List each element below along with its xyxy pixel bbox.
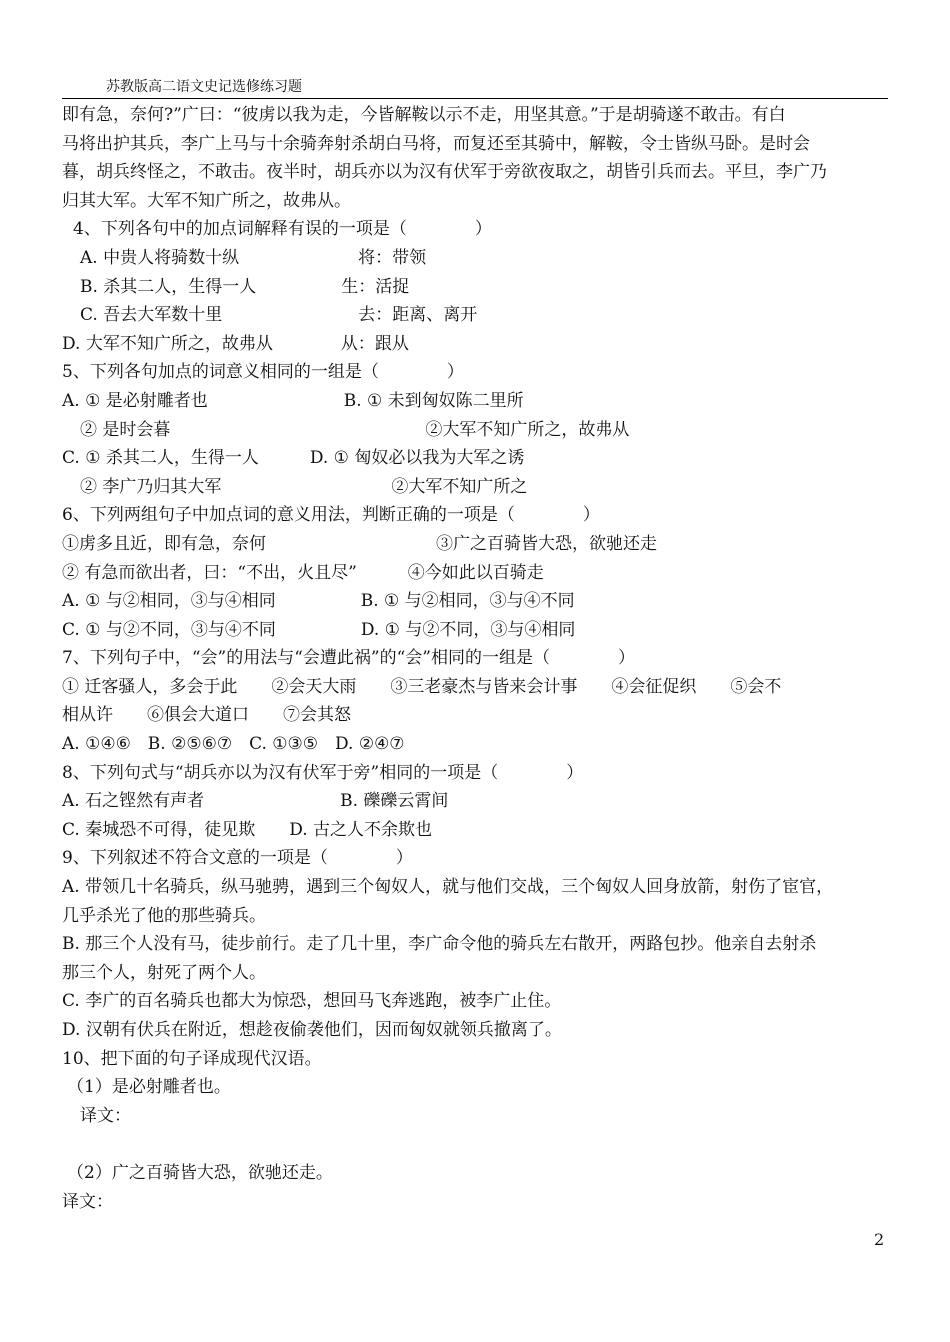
question-9-stem: 9、下列叙述不符合文意的一项是（ ） bbox=[62, 848, 413, 869]
passage-line: 即有急，奈何?”广曰：“彼虏以我为走，今皆解鞍以示不走，用坚其意。”于是胡骑遂不敢击。有白 bbox=[62, 105, 786, 125]
document-body bbox=[62, 101, 892, 1216]
question-9-option-a-cont: 几乎杀光了他的那些骑兵。 bbox=[62, 905, 266, 926]
question-8-options: C. 秦城恐不可得，徒见欺 D. 古之人不余欺也 bbox=[62, 819, 433, 840]
passage-line: 暮，胡兵终怪之，不敢击。夜半时，胡兵亦以为汉有伏军于旁欲夜取之，胡皆引兵而去。平旦，李广乃 bbox=[62, 162, 827, 183]
page-header bbox=[62, 78, 888, 99]
question-4-option-a: A. 中贵人将骑数十纵 将：带领 bbox=[80, 247, 427, 268]
question-5-options-line: ② 李广乃归其大军 ②大军不知广所之 bbox=[80, 476, 528, 497]
question-8-options: A. 石之铿然有声者 B. 礫礫云霄间 bbox=[62, 791, 449, 812]
question-9-option-c: C. 李广的百名骑兵也都大为惊恐，想回马飞奔逃跑，被李广止住。 bbox=[62, 991, 562, 1012]
question-7-sentences: ① 迁客骚人，多会于此 ②会天大雨 ③三老豪杰与皆来会计事 ④会征促织 ⑤会不 bbox=[62, 676, 782, 697]
question-6-sentences: ② 有急而欲出者，曰：“不出，火且尽” ④今如此以百骑走 bbox=[62, 562, 544, 583]
question-4-option-b: B. 杀其二人，生得一人 生：活捉 bbox=[80, 276, 410, 297]
answer-blank bbox=[62, 1130, 892, 1159]
question-5-options-line: C. ① 杀其二人，生得一人 D. ① 匈奴必以我为大军之诱 bbox=[62, 448, 525, 469]
question-10-item-1: （1）是必射雕者也。 bbox=[67, 1077, 231, 1098]
question-4-stem: 4、下列各句中的加点词解释有误的一项是（ ） bbox=[73, 219, 492, 240]
question-7-sentences: 相从许 ⑥俱会大道口 ⑦会其怒 bbox=[62, 705, 351, 726]
question-10-item-2: （2）广之百骑皆大恐，欲驰还走。 bbox=[67, 1162, 333, 1183]
question-7-stem: 7、下列句子中，“会”的用法与“会遭此祸”的“会”相同的一组是（ ） bbox=[62, 648, 635, 669]
question-4-option-d: D. 大军不知广所之，故弗从 从：跟从 bbox=[62, 333, 409, 354]
question-9-option-b: B. 那三个人没有马，徒步前行。走了几十里，李广命令他的骑兵左右散开，两路包抄。他亲自去射杀 bbox=[62, 934, 817, 955]
question-8-stem: 8、下列句式与“胡兵亦以为汉有伏军于旁”相同的一项是（ ） bbox=[62, 762, 584, 783]
translation-label: 译文： bbox=[80, 1105, 131, 1126]
question-5-options-line: A. ① 是必射雕者也 B. ① 未到匈奴陈二里所 bbox=[62, 390, 524, 411]
question-6-sentences: ①虏多且近，即有急，奈何 ③广之百骑皆大恐，欲驰还走 bbox=[62, 533, 657, 554]
question-4-option-c: C. 吾去大军数十里 去：距离、离开 bbox=[80, 305, 478, 326]
question-10-stem: 10、把下面的句子译成现代汉语。 bbox=[62, 1048, 322, 1069]
passage-line: 归其大军。大军不知广所之，故弗从。 bbox=[62, 190, 351, 211]
header-title: 苏教版高二语文史记选修练习题 bbox=[106, 79, 302, 95]
page-number: 2 bbox=[874, 1230, 885, 1249]
translation-label: 译文： bbox=[62, 1191, 113, 1212]
passage-line: 马将出护其兵，李广上马与十余骑奔射杀胡白马将，而复还至其骑中，解鞍，令士皆纵马卧。是时会 bbox=[62, 133, 810, 154]
question-9-option-a: A. 带领几十名骑兵，纵马驰骋，遇到三个匈奴人，就与他们交战，三个匈奴人回身放箭，射伤了宦官， bbox=[62, 877, 834, 898]
question-6-stem: 6、下列两组句子中加点词的意义用法，判断正确的一项是（ ） bbox=[62, 505, 600, 526]
question-7-options: A. ①④⑥ B. ②⑤⑥⑦ C. ①③⑤ D. ②④⑦ bbox=[62, 734, 405, 755]
question-6-options: A. ① 与②相同，③与④相同 B. ① 与②相同，③与④不同 bbox=[62, 591, 575, 612]
question-9-option-b-cont: 那三个人，射死了两个人。 bbox=[62, 962, 266, 983]
question-5-stem: 5、下列各句加点的词意义相同的一组是（ ） bbox=[62, 362, 464, 383]
question-9-option-d: D. 汉朝有伏兵在附近，想趁夜偷袭他们，因而匈奴就领兵撤离了。 bbox=[62, 1020, 562, 1040]
question-6-options: C. ① 与②不同，③与④不同 D. ① 与②不同，③与④相同 bbox=[62, 619, 576, 640]
question-5-options-line: ② 是时会暮 ②大军不知广所之，故弗从 bbox=[80, 419, 630, 440]
